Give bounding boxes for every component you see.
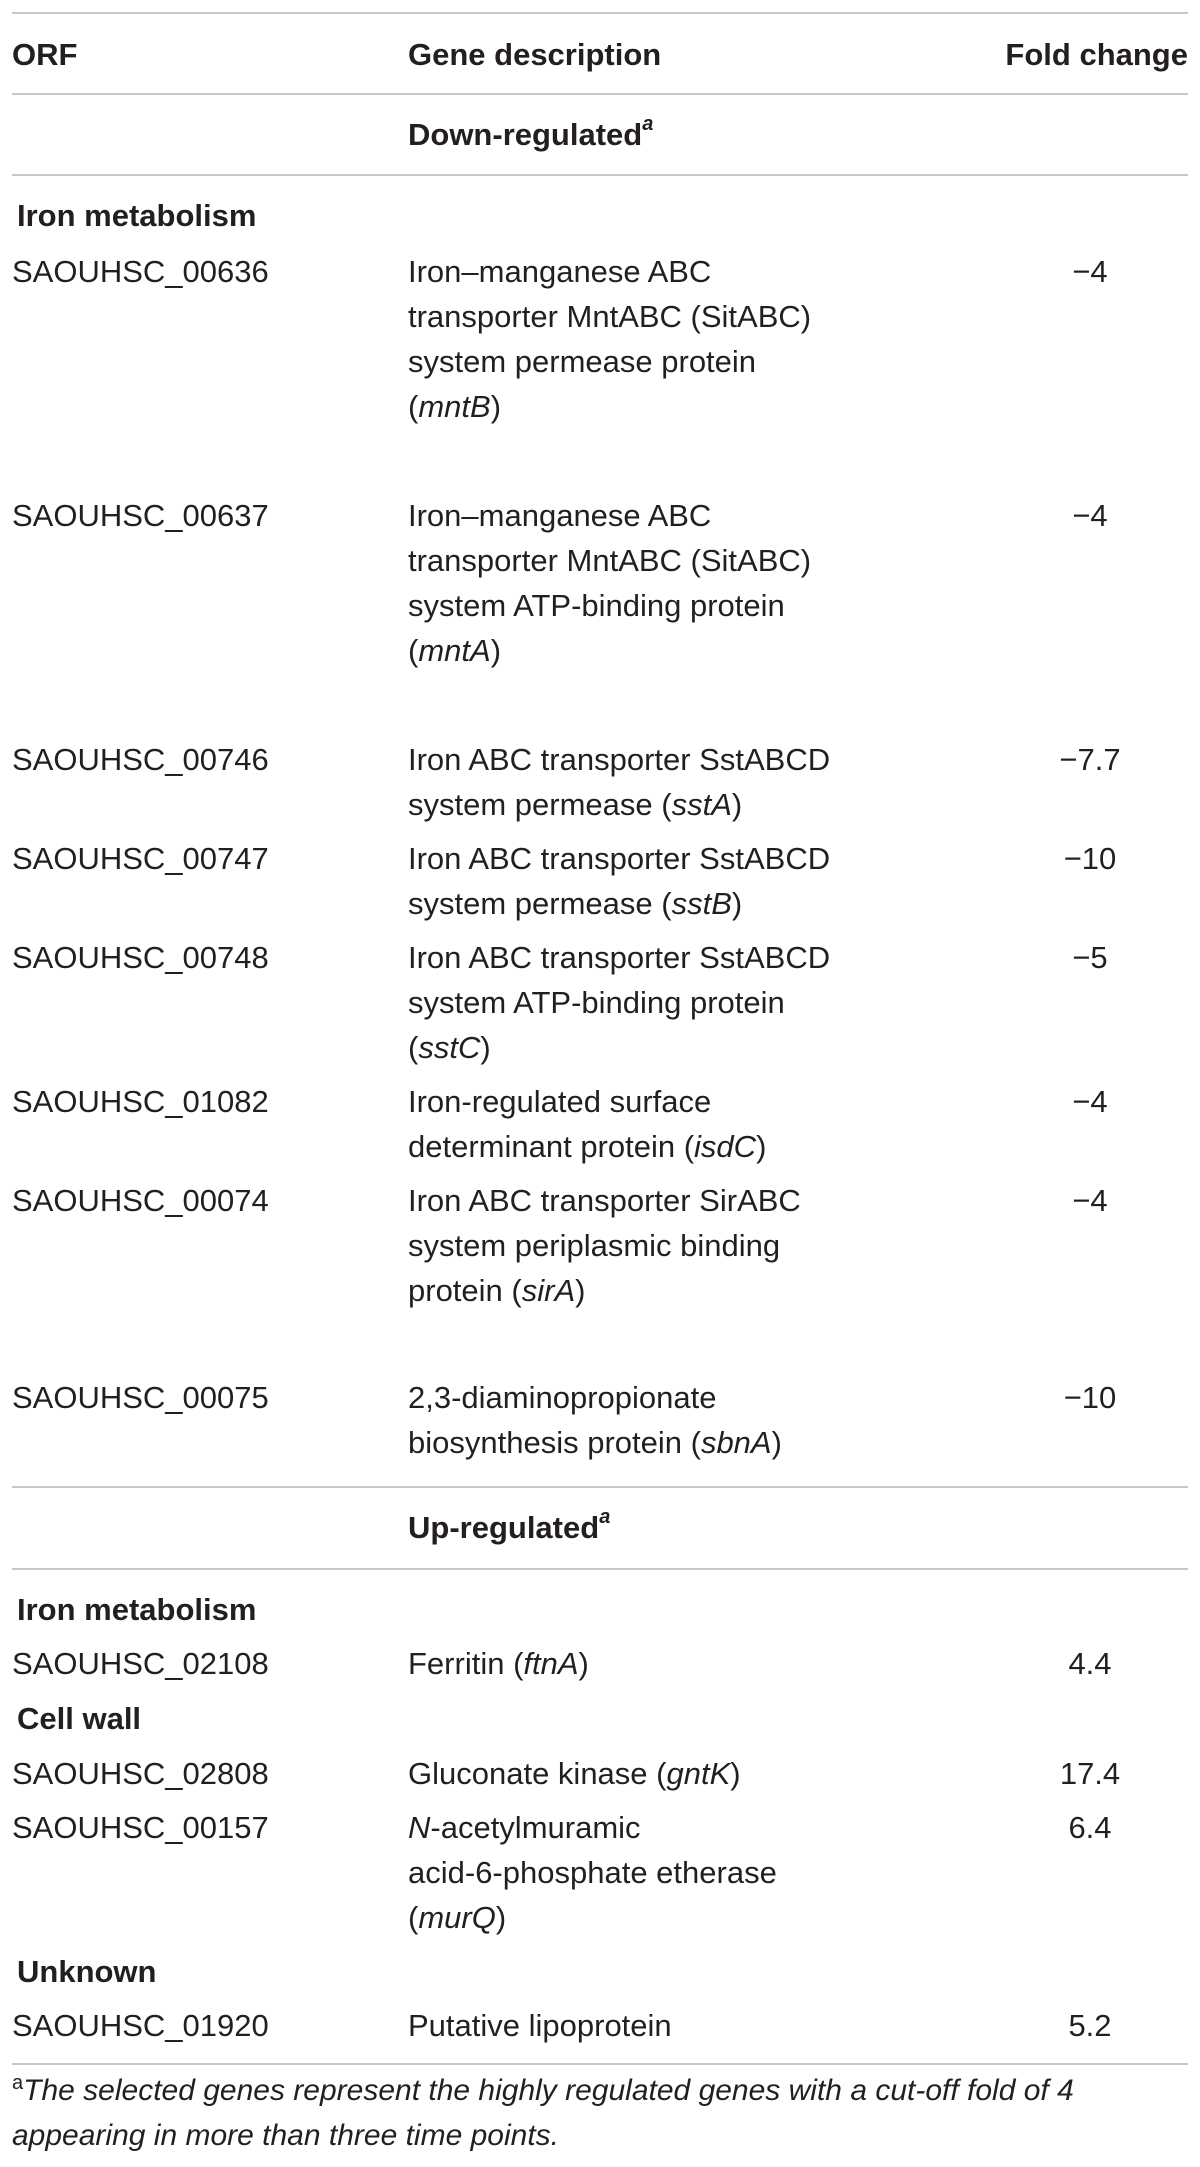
row-orf: SAOUHSC_00157: [12, 1810, 269, 1845]
row-description: Gluconate kinase (gntK): [408, 1756, 741, 1791]
row-orf: SAOUHSC_00075: [12, 1380, 269, 1415]
section-up-regulated: Up-regulated$^a$: [408, 1505, 611, 1545]
row-description: Iron ABC transporter SstABCD system permease (sstA): [408, 742, 831, 822]
category-iron-metabolism: Iron metabolism: [17, 198, 257, 233]
row-description: N-acetylmuramic acid-6-phosphate etherase (murQ): [408, 1810, 777, 1935]
header-rule: [12, 93, 1188, 95]
row-orf: SAOUHSC_00748: [12, 940, 269, 975]
row-description: Iron–manganese ABC transporter MntABC (SitABC) system ATP-binding protein (mntA): [408, 498, 812, 668]
row-fold-change: −10: [1063, 1380, 1117, 1415]
row-fold-change: 17.4: [1059, 1756, 1121, 1791]
section-down-rule: [12, 174, 1188, 176]
row-orf: SAOUHSC_01082: [12, 1084, 269, 1119]
row-fold-change: −5: [1072, 940, 1108, 975]
row-description: Iron–manganese ABC transporter MntABC (SitABC) system permease protein (mntB): [408, 254, 812, 424]
header-description: Gene description: [408, 37, 662, 72]
row-orf: SAOUHSC_02808: [12, 1756, 269, 1791]
row-fold-change: −7.7: [1059, 742, 1121, 777]
category-unknown: Unknown: [17, 1954, 157, 1989]
row-orf: SAOUHSC_01920: [12, 2008, 269, 2043]
row-description: Ferritin (ftnA): [408, 1646, 589, 1681]
row-fold-change: 5.2: [1068, 2008, 1112, 2043]
table-footnote: $^a$The selected genes represent the highly regulated genes with a cut-off fold of 4 appearing in more than three time points.: [12, 2072, 1074, 2152]
row-description: Putative lipoprotein: [408, 2008, 672, 2043]
row-description: Iron-regulated surface determinant protein (isdC): [408, 1084, 767, 1164]
row-description: 2,3-diaminopropionate biosynthesis protein (sbnA): [408, 1380, 782, 1460]
category-iron-metabolism: Iron metabolism: [17, 1592, 257, 1627]
row-description: Iron ABC transporter SstABCD system ATP-binding protein (sstC): [408, 940, 831, 1065]
category-cell-wall: Cell wall: [17, 1701, 142, 1736]
row-orf: SAOUHSC_00746: [12, 742, 269, 777]
row-orf: SAOUHSC_02108: [12, 1646, 269, 1681]
section-up-rule: [12, 1568, 1188, 1570]
row-fold-change: −10: [1063, 841, 1117, 876]
row-fold-change: −4: [1072, 1084, 1108, 1119]
row-fold-change: −4: [1072, 498, 1108, 533]
header-orf: ORF: [12, 37, 78, 72]
section-up-top-rule: [12, 1486, 1188, 1488]
table-top-rule: [12, 12, 1188, 14]
row-description: Iron ABC transporter SstABCD system permease (sstB): [408, 841, 831, 921]
row-fold-change: −4: [1072, 254, 1108, 289]
row-fold-change: −4: [1072, 1183, 1108, 1218]
row-fold-change: 6.4: [1068, 1810, 1112, 1845]
row-orf: SAOUHSC_00636: [12, 254, 269, 289]
section-down-regulated: Down-regulated$^a$: [408, 112, 654, 152]
header-fold-change: Fold change: [1005, 37, 1188, 72]
row-description: Iron ABC transporter SirABC system periplasmic binding protein (sirA): [408, 1183, 801, 1308]
row-fold-change: 4.4: [1068, 1646, 1112, 1681]
row-orf: SAOUHSC_00637: [12, 498, 269, 533]
table-bottom-rule: [12, 2063, 1188, 2065]
row-orf: SAOUHSC_00074: [12, 1183, 269, 1218]
row-orf: SAOUHSC_00747: [12, 841, 269, 876]
